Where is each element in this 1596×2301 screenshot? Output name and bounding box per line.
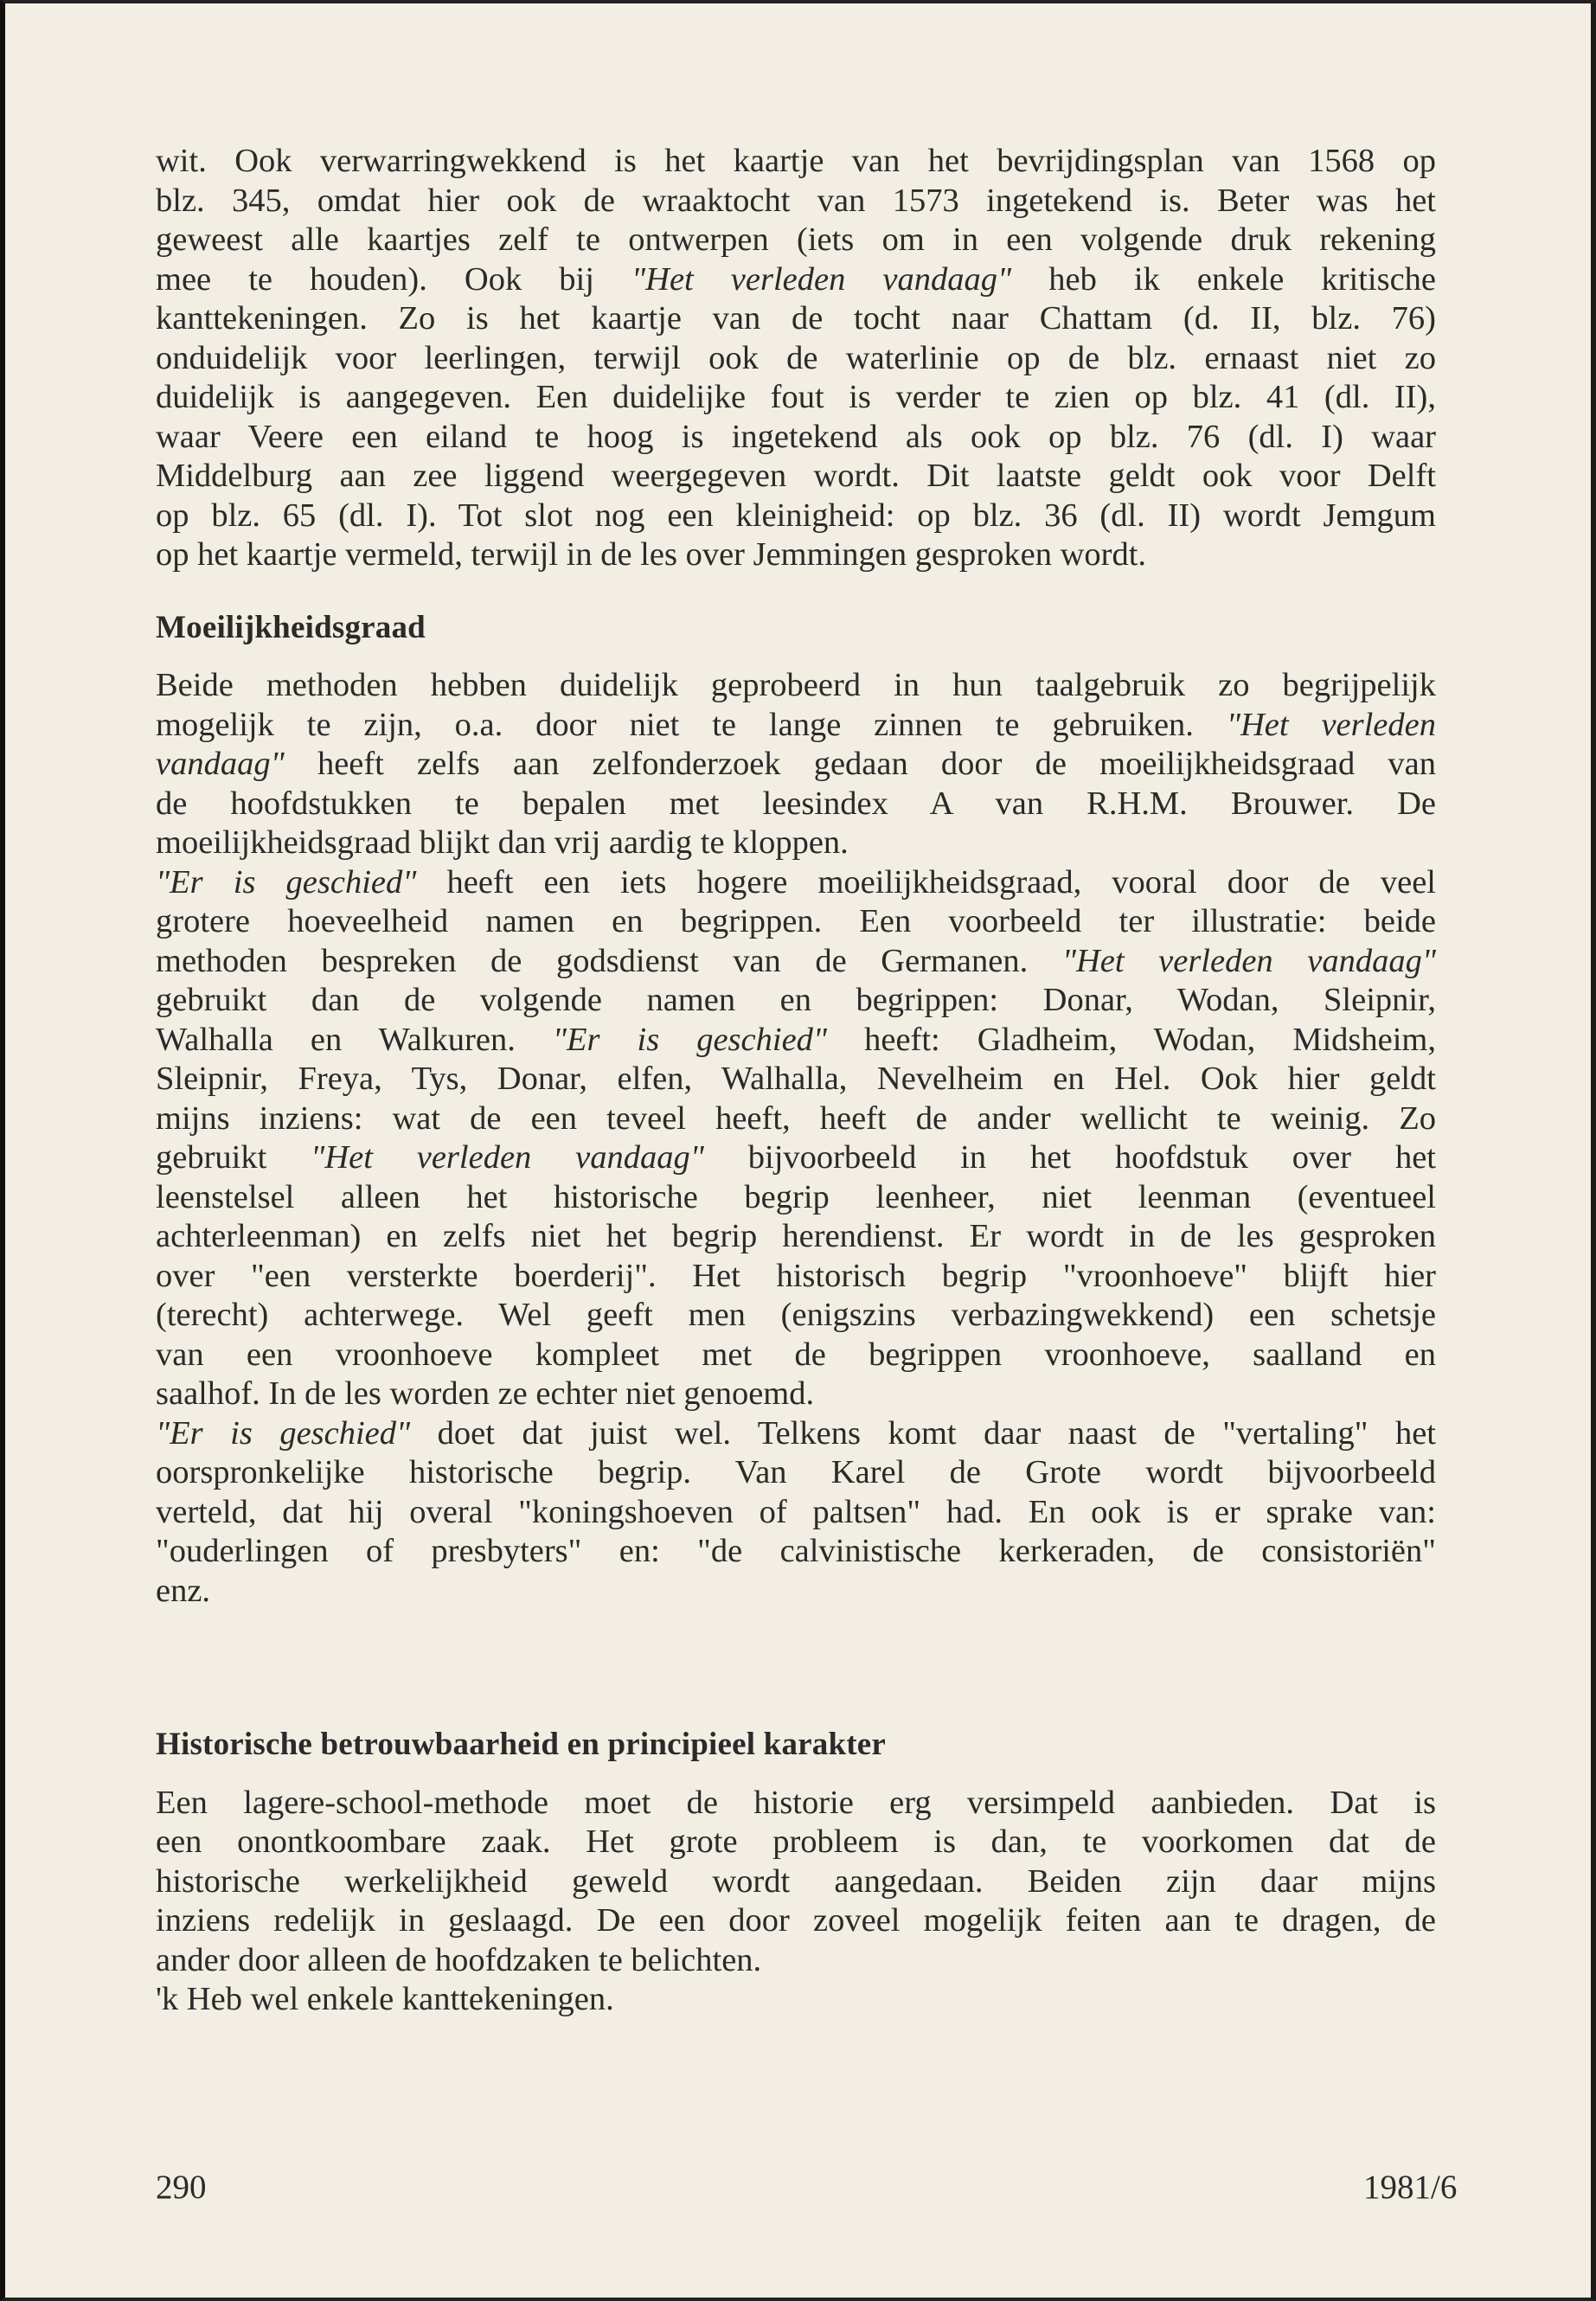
- text-line: geweest alle kaartjes zelf te ontwerpen (iets om in een volgende druk rekening: [156, 221, 1436, 258]
- text-line: methoden bespreken de godsdienst van de Germanen. "Het verleden vandaag": [156, 942, 1436, 979]
- page-body: [156, 142, 1436, 2020]
- text-line: inziens redelijk in geslaagd. De een door zoveel mogelijk feiten aan te dragen, de: [156, 1902, 1436, 1939]
- paragraph: [156, 142, 1436, 575]
- text-line: over "een versterkte boerderij". Het historisch begrip "vroonhoeve" blijft hier: [156, 1257, 1436, 1294]
- text-line: verteld, dat hij overal "koningshoeven of paltsen" had. En ook is er sprake van:: [156, 1493, 1436, 1530]
- text-line: leenstelsel alleen het historische begrip leenheer, niet leenman (eventueel: [156, 1178, 1436, 1215]
- paragraph: [156, 1414, 1436, 1612]
- page-number: 290: [156, 2169, 207, 2206]
- issue-number: 1981/6: [1363, 2169, 1458, 2206]
- text-line: mogelijk te zijn, o.a. door niet te lange zinnen te gebruiken. "Het verleden: [156, 706, 1436, 743]
- text-line: wit. Ook verwarringwekkend is het kaartje van het bevrijdingsplan van 1568 op: [156, 143, 1436, 179]
- paragraph: [156, 863, 1436, 1414]
- paragraph: [156, 666, 1436, 863]
- text-line: enz.: [156, 1572, 211, 1609]
- text-line: achterleenman) en zelfs niet het begrip herendienst. Er wordt in de les gesproken: [156, 1218, 1436, 1254]
- text-line: "ouderlingen of presbyters" en: "de calvinistische kerkeraden, de consistoriën": [156, 1533, 1436, 1569]
- text-line: (terecht) achterwege. Wel geeft men (enigszins verbazingwekkend) een schetsje: [156, 1297, 1436, 1333]
- text-line: gebruikt "Het verleden vandaag" bijvoorbeeld in het hoofdstuk over het: [156, 1139, 1437, 1176]
- text-line: waar Veere een eiland te hoog is ingetekend als ook op blz. 76 (dl. I) waar: [156, 418, 1436, 455]
- text-line: Middelburg aan zee liggend weergegeven wordt. Dit laatste geldt ook voor Delft: [156, 458, 1436, 494]
- text-line: duidelijk is aangegeven. Een duidelijke fout is verder te zien op blz. 41 (dl. II),: [156, 379, 1436, 415]
- text-line: oorspronkelijke historische begrip. Van Karel de Grote wordt bijvoorbeeld: [156, 1454, 1436, 1490]
- text-line: Een lagere-school-methode moet de historie erg versimpeld aanbieden. Dat is: [156, 1784, 1436, 1821]
- paragraph: [156, 1980, 1436, 2020]
- text-line: 'k Heb wel enkele kanttekeningen.: [156, 1981, 614, 2017]
- text-line: op blz. 65 (dl. I). Tot slot nog een kleinigheid: op blz. 36 (dl. II) wordt Jemgum: [156, 497, 1436, 534]
- text-line: grotere hoeveelheid namen en begrippen. Een voorbeeld ter illustratie: beide: [156, 903, 1436, 939]
- text-line: Sleipnir, Freya, Tys, Donar, elfen, Walhalla, Nevelheim en Hel. Ook hier geldt: [156, 1061, 1436, 1097]
- text-line: historische werkelijkheid geweld wordt aangedaan. Beiden zijn daar mijns: [156, 1862, 1436, 1900]
- text-line: op het kaartje vermeld, terwijl in de les over Jemmingen gesproken wordt.: [156, 536, 1147, 573]
- text-line: vandaag" heeft zelfs aan zelfonderzoek gedaan door de moeilijkheidsgraad van: [156, 746, 1436, 782]
- text-line: onduidelijk voor leerlingen, terwijl ook de waterlinie op de blz. ernaast niet zo: [156, 339, 1436, 376]
- text-line: moeilijkheidsgraad blijkt dan vrij aardig te kloppen.: [156, 824, 849, 861]
- paragraph: [156, 1784, 1436, 1981]
- text-line: Walhalla en Walkuren. "Er is geschied" heeft: Gladheim, Wodan, Midsheim,: [156, 1021, 1436, 1058]
- text-line: ander door alleen de hoofdzaken te belichten.: [156, 1941, 762, 1978]
- text-line: blz. 345, omdat hier ook de wraaktocht van 1573 ingetekend is. Beter was het: [156, 182, 1436, 219]
- text-line: de hoofdstukken te bepalen met leesindex A van R.H.M. Brouwer. De: [156, 785, 1436, 822]
- section-heading: Historische betrouwbaarheid en principieel karakter: [156, 1727, 887, 1762]
- text-line: een onontkoombare zaak. Het grote probleem is dan, te voorkomen dat de: [156, 1823, 1436, 1860]
- text-line: Beide methoden hebben duidelijk geprobeerd in hun taalgebruik zo begrijpelijk: [156, 667, 1436, 703]
- text-line: gebruikt dan de volgende namen en begrippen: Donar, Wodan, Sleipnir,: [156, 982, 1436, 1018]
- text-line: mijns inziens: wat de een teveel heeft, heeft de ander wellicht te weinig. Zo: [156, 1099, 1436, 1137]
- text-line: van een vroonhoeve kompleet met de begrippen vroonhoeve, saalland en: [156, 1336, 1436, 1373]
- text-line: kanttekeningen. Zo is het kaartje van de tocht naar Chattam (d. II, blz. 76): [156, 300, 1436, 336]
- text-line: mee te houden). Ook bij "Het verleden vandaag" heb ik enkele kritische: [156, 260, 1437, 298]
- text-line: "Er is geschied" heeft een iets hogere moeilijkheidsgraad, vooral door de veel: [156, 863, 1436, 901]
- text-line: saalhof. In de les worden ze echter niet genoemd.: [156, 1375, 815, 1412]
- text-line: "Er is geschied" doet dat juist wel. Telkens komt daar naast de "vertaling" het: [156, 1414, 1436, 1452]
- section-heading: Moeilijkheidsgraad: [156, 609, 426, 645]
